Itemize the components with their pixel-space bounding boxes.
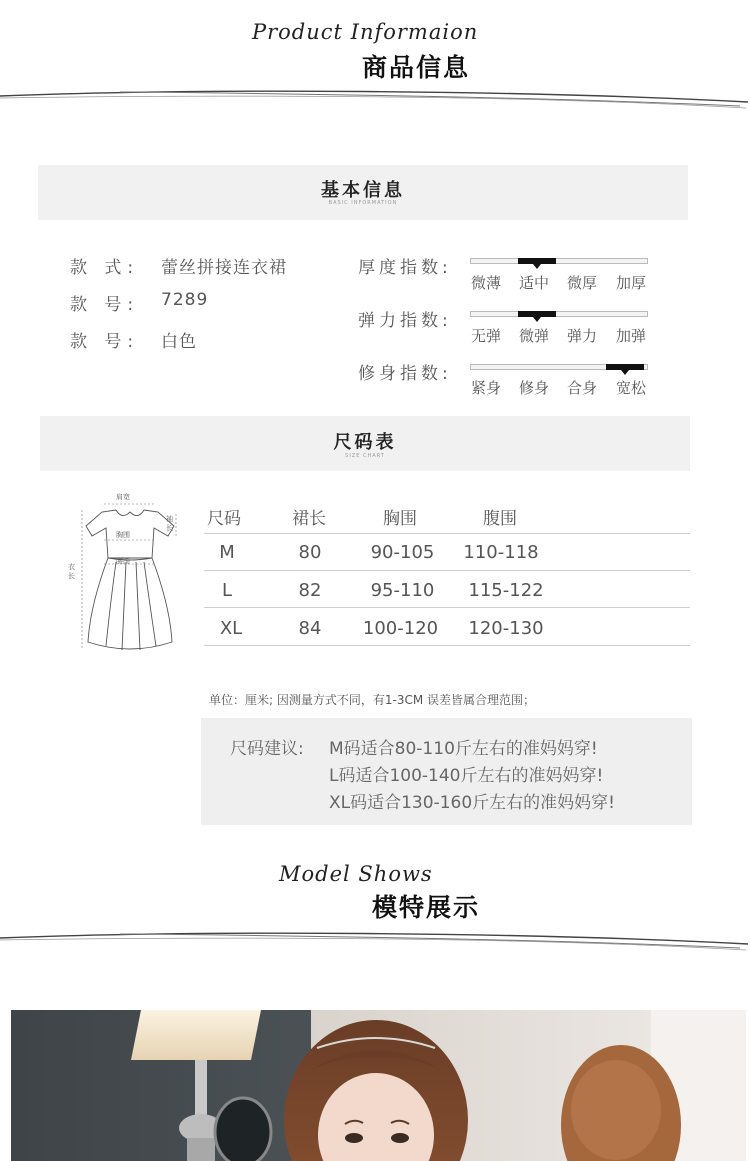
size-row-l-length: 82: [298, 580, 322, 601]
size-chart-title: 尺码表: [333, 432, 397, 453]
size-advice-box: [201, 718, 692, 825]
fit-level-1: 修身: [518, 379, 549, 397]
size-advice-m: M码适合80-110斤左右的准妈妈穿!: [329, 739, 598, 759]
elasticity-level-1: 微弹: [518, 327, 549, 345]
item-number-label: 款 号:: [70, 295, 140, 315]
elasticity-level-0: 无弹: [470, 327, 501, 345]
fit-selected-marker: [621, 370, 629, 375]
item-number-value: 7289: [161, 290, 209, 310]
model-divider-swoosh: [0, 924, 750, 956]
size-row-l-belly: 115-122: [468, 580, 544, 601]
size-col-header-size: 尺码: [207, 509, 241, 529]
fit-index-bar: [470, 364, 648, 370]
thickness-level-1: 适中: [518, 274, 549, 292]
size-col-header-belly: 腹围: [483, 509, 517, 529]
size-row-m-size: M: [219, 542, 235, 563]
model-shows-en-title: Model Shows: [279, 862, 433, 886]
style-label: 款 式:: [70, 258, 140, 278]
basic-info-band: [38, 165, 688, 220]
size-table-rule-2: [204, 607, 690, 608]
thickness-level-3: 加厚: [615, 274, 646, 292]
color-value: 白色: [161, 332, 197, 352]
elasticity-index-label: 弹力指数:: [358, 311, 452, 331]
elasticity-selected-marker: [533, 317, 541, 322]
elasticity-level-2: 弹力: [566, 327, 597, 345]
fit-index-label: 修身指数:: [358, 364, 452, 384]
diagram-label-chest: 胸围: [116, 531, 130, 539]
size-row-xl-length: 84: [298, 618, 322, 639]
product-info-en-title: Product Informaion: [252, 20, 479, 44]
diagram-label-length: 衣长: [68, 563, 75, 580]
thickness-index-bar: [470, 258, 648, 264]
size-table-rule-0: [204, 533, 690, 534]
diagram-label-sleeve: 袖长: [166, 515, 173, 532]
model-photo: [11, 1010, 746, 1161]
size-row-xl-belly: 120-130: [468, 618, 544, 639]
size-advice-label: 尺码建议:: [230, 739, 304, 759]
basic-info-subtitle: BASIC INFORMATION: [328, 200, 398, 206]
elasticity-level-3: 加弹: [615, 327, 646, 345]
thickness-level-2: 微厚: [566, 274, 597, 292]
dress-measurement-diagram: [80, 496, 180, 660]
size-row-m-length: 80: [298, 542, 322, 563]
diagram-label-waist: 腰围: [116, 557, 130, 565]
measurement-note: 单位：厘米; 因测量方式不同，有1-3CM 误差皆属合理范围；: [209, 693, 536, 707]
size-row-xl-chest: 100-120: [362, 618, 439, 639]
thickness-selected-marker: [533, 264, 541, 269]
model-shows-cn-title: 模特展示: [372, 893, 481, 922]
size-table-rule-3: [204, 645, 690, 646]
header-divider-swoosh: [0, 84, 750, 116]
size-row-m-belly: 110-118: [463, 542, 539, 563]
basic-info-title: 基本信息: [321, 180, 405, 201]
style-value: 蕾丝拼接连衣裙: [161, 258, 287, 278]
fit-level-3: 宽松: [615, 379, 646, 397]
product-info-cn-title: 商品信息: [362, 53, 471, 82]
size-row-m-chest: 90-105: [370, 542, 435, 563]
color-label: 款 号:: [70, 332, 140, 352]
elasticity-index-bar: [470, 311, 648, 317]
fit-level-2: 合身: [566, 379, 597, 397]
size-row-l-size: L: [221, 580, 233, 601]
fit-level-0: 紧身: [470, 379, 501, 397]
size-chart-band: [40, 416, 690, 471]
thickness-index-label: 厚度指数:: [358, 258, 452, 278]
size-col-header-length: 裙长: [292, 509, 326, 529]
size-row-l-chest: 95-110: [370, 580, 435, 601]
size-chart-subtitle: SIZE CHART: [345, 453, 385, 459]
size-advice-l: L码适合100-140斤左右的准妈妈穿!: [329, 766, 604, 786]
thickness-level-0: 微薄: [470, 274, 501, 292]
size-advice-xl: XL码适合130-160斤左右的准妈妈穿!: [329, 793, 615, 813]
size-table-rule-1: [204, 570, 690, 571]
diagram-label-shoulder: 肩宽: [116, 493, 130, 501]
size-row-xl-size: XL: [219, 618, 243, 639]
size-col-header-chest: 胸围: [383, 509, 417, 529]
